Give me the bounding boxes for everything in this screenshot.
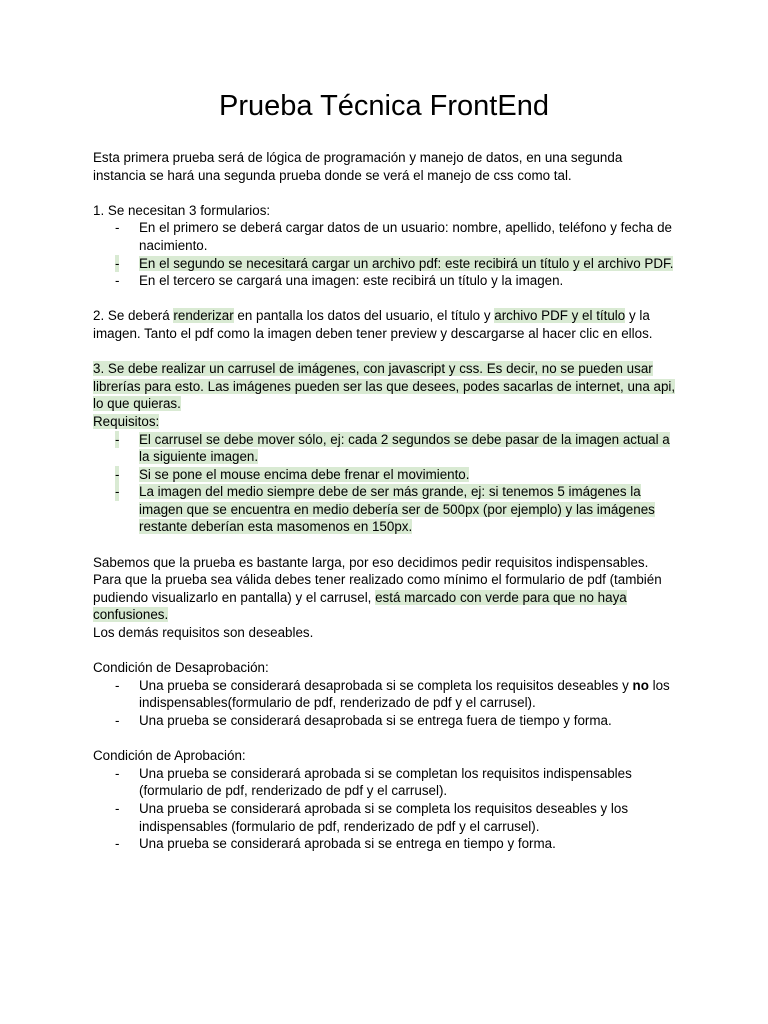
highlighted-text: archivo PDF y el título [494, 308, 626, 324]
list-dash: - [115, 836, 120, 852]
list-dash: - [115, 713, 120, 728]
highlighted-text: 3. Se debe realizar un carrusel de imágenes, con javascript y css. Es decir, no se pueden usar librerías para esto. Las imágenes pueden ser las que desees, podes sacarlas de internet, una api, lo que quieras. [93, 361, 676, 412]
spacer [93, 536, 678, 554]
closing-paragraph-3: Los demás requisitos son deseables. [93, 625, 314, 641]
list-item-text: En el tercero se cargará una imagen: este recibirá un título y la imagen. [139, 273, 564, 289]
list-dash: - [115, 765, 120, 781]
approval-item-3 [93, 835, 678, 853]
text-run: 2. Se deberá [93, 308, 174, 324]
spacer [93, 642, 678, 660]
disapproval-item-1 [93, 677, 678, 712]
section-3-item-3 [93, 483, 678, 536]
list-item-text-highlighted: La imagen del medio siempre debe de ser más grande, ej: si tenemos 5 imágenes la imagen que se encuentra en medio debería ser de 500px (por ejemplo) y las imágenes restante deberían esta masomenos en 150px. [139, 484, 655, 535]
list-dash: - [115, 431, 120, 447]
list-item-text: Una prueba se considerará desaprobada si se entrega fuera de tiempo y forma. [139, 713, 612, 728]
list-item-text-highlighted: El carrusel se debe mover sólo, ej: cada 2 segundos se debe pasar de la imagen actual a la siguiente imagen. [139, 431, 670, 465]
list-dash: - [115, 220, 120, 236]
spacer [93, 730, 678, 748]
disapproval-heading: Condición de Desaprobación: [93, 660, 269, 676]
text-run: y la imagen. Tanto el pdf como la imagen deben tener preview y descargarse al hacer clic en ellos. [93, 308, 653, 341]
spacer [93, 343, 678, 361]
list-dash: - [115, 800, 120, 816]
list-item-text-highlighted: Si se pone el mouse encima debe frenar el movimiento. [139, 466, 470, 482]
list-dash: - [115, 466, 120, 482]
approval-item-1 [93, 765, 678, 800]
section-3-paragraph [93, 360, 678, 413]
bold-text: no [632, 677, 649, 693]
spacer [93, 290, 678, 308]
list-item-text: Una prueba se considerará aprobada si se completa los requisitos deseables y los indispensables (formulario de pdf, renderizado de pdf y el carrusel). [139, 800, 629, 834]
highlighted-text: Requisitos: [93, 413, 160, 429]
spacer [93, 184, 678, 202]
text-run: los indispensables(formulario de pdf, renderizado de pdf y el carrusel). [139, 677, 670, 711]
document-body [93, 149, 678, 853]
list-dash: - [115, 677, 120, 693]
intro-paragraph: Esta primera prueba será de lógica de programación y manejo de datos, en una segunda instancia se hará una segunda prueba donde se verá el manejo de css como tal. [93, 150, 623, 183]
list-item-text-highlighted: En el segundo se necesitará cargar un archivo pdf: este recibirá un título y el archivo PDF. [139, 255, 674, 271]
section-1-item-2 [93, 255, 678, 273]
list-dash: - [115, 255, 120, 271]
approval-item-2 [93, 800, 678, 835]
section-3-item-1 [93, 431, 678, 466]
text-run: Para que la prueba sea válida debes tener realizado como mínimo el formulario de pdf (también pudiendo visualizarlo en pantalla) y el carrusel, [93, 572, 662, 605]
approval-heading: Condición de Aprobación: [93, 748, 246, 764]
text-run: en pantalla los datos del usuario, el título y [233, 308, 495, 324]
closing-paragraph-1: Sabemos que la prueba es bastante larga, por eso decidimos pedir requisitos indispensables. [93, 554, 649, 570]
section-1-heading: 1. Se necesitan 3 formularios: [93, 202, 271, 218]
document-title: Prueba Técnica FrontEnd [219, 90, 549, 122]
section-2-paragraph [93, 307, 678, 342]
section-1-item-1 [93, 219, 678, 254]
list-item-text: Una prueba se considerará aprobada si se completan los requisitos indispensables (formulario de pdf, renderizado de pdf y el carrusel). [139, 765, 632, 799]
requirements-label [93, 413, 678, 431]
list-dash: - [115, 273, 120, 289]
section-1-item-3 [93, 272, 678, 290]
highlighted-text: renderizar [173, 308, 234, 324]
list-dash: - [115, 484, 120, 500]
list-item-text: Una prueba se considerará aprobada si se entrega en tiempo y forma. [139, 836, 556, 852]
closing-paragraph-2 [93, 571, 678, 624]
section-3-item-2 [93, 466, 678, 484]
list-item-text [139, 678, 670, 711]
list-item-text: En el primero se deberá cargar datos de un usuario: nombre, apellido, teléfono y fecha de nacimiento. [139, 220, 672, 253]
disapproval-item-2 [93, 712, 678, 730]
text-run: Una prueba se considerará desaprobada si se completa los requisitos deseables y [139, 677, 633, 693]
highlighted-text: está marcado con verde para que no haya confusiones. [93, 589, 627, 623]
